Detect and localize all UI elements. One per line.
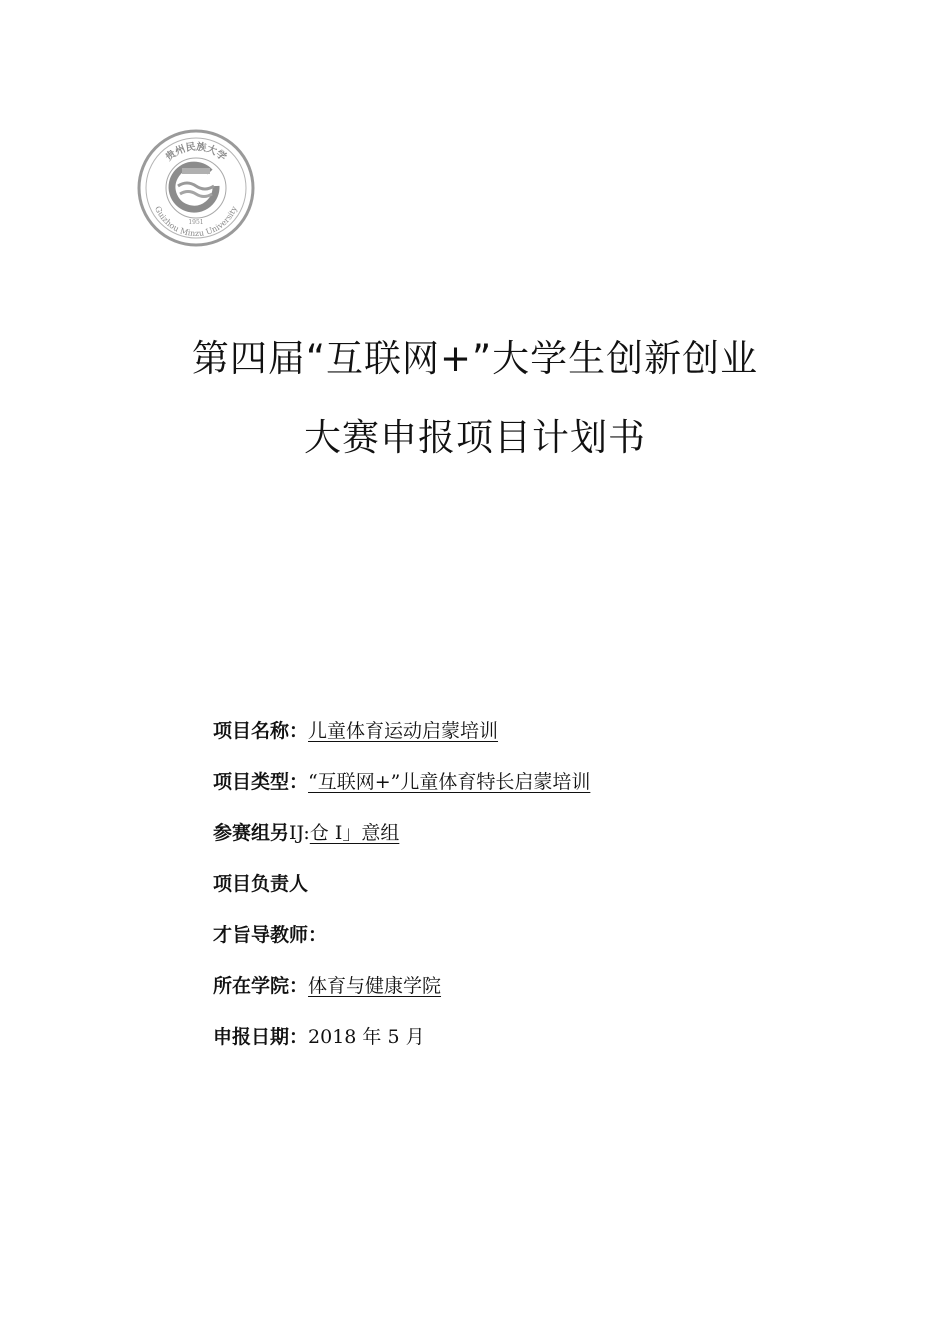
university-seal-logo <box>136 128 256 248</box>
field-competition-group <box>213 818 590 869</box>
project-info-fields <box>213 716 590 1073</box>
document-title-line2: 大赛申报项目计划书 <box>304 416 646 459</box>
document-title-line1: 第四届“互联网+”大学生创新创业 <box>191 337 759 380</box>
field-label: 项目名称： <box>213 720 309 742</box>
field-project-leader <box>213 869 590 920</box>
field-label: 项目类型： <box>213 771 309 793</box>
field-application-date <box>213 1022 590 1073</box>
field-label: 参赛组另 <box>213 822 290 844</box>
field-label: 项目负责人 <box>213 873 309 895</box>
field-value: 仓 I」意组 <box>309 822 400 844</box>
field-value: “互联网+”儿童体育特长启蒙培训 <box>308 771 591 793</box>
field-value: 儿童体育运动启蒙培训 <box>308 720 499 742</box>
seal-text-bottom: Guizhou Minzu University <box>152 204 239 239</box>
field-label: 申报日期： <box>213 1026 309 1048</box>
field-project-name <box>213 716 590 767</box>
field-prefix: IJ: <box>289 822 310 844</box>
field-advisor <box>213 920 590 971</box>
field-value: 体育与健康学院 <box>308 975 442 997</box>
seal-text-top: 贵州民族大学 <box>163 141 229 164</box>
field-label: 所在学院： <box>213 975 309 997</box>
seal-year: 1951 <box>188 219 204 226</box>
field-college <box>213 971 590 1022</box>
field-value: 2018 年 5 月 <box>308 1026 425 1048</box>
field-label: 才旨导教师： <box>213 924 328 946</box>
field-project-type <box>213 767 590 818</box>
